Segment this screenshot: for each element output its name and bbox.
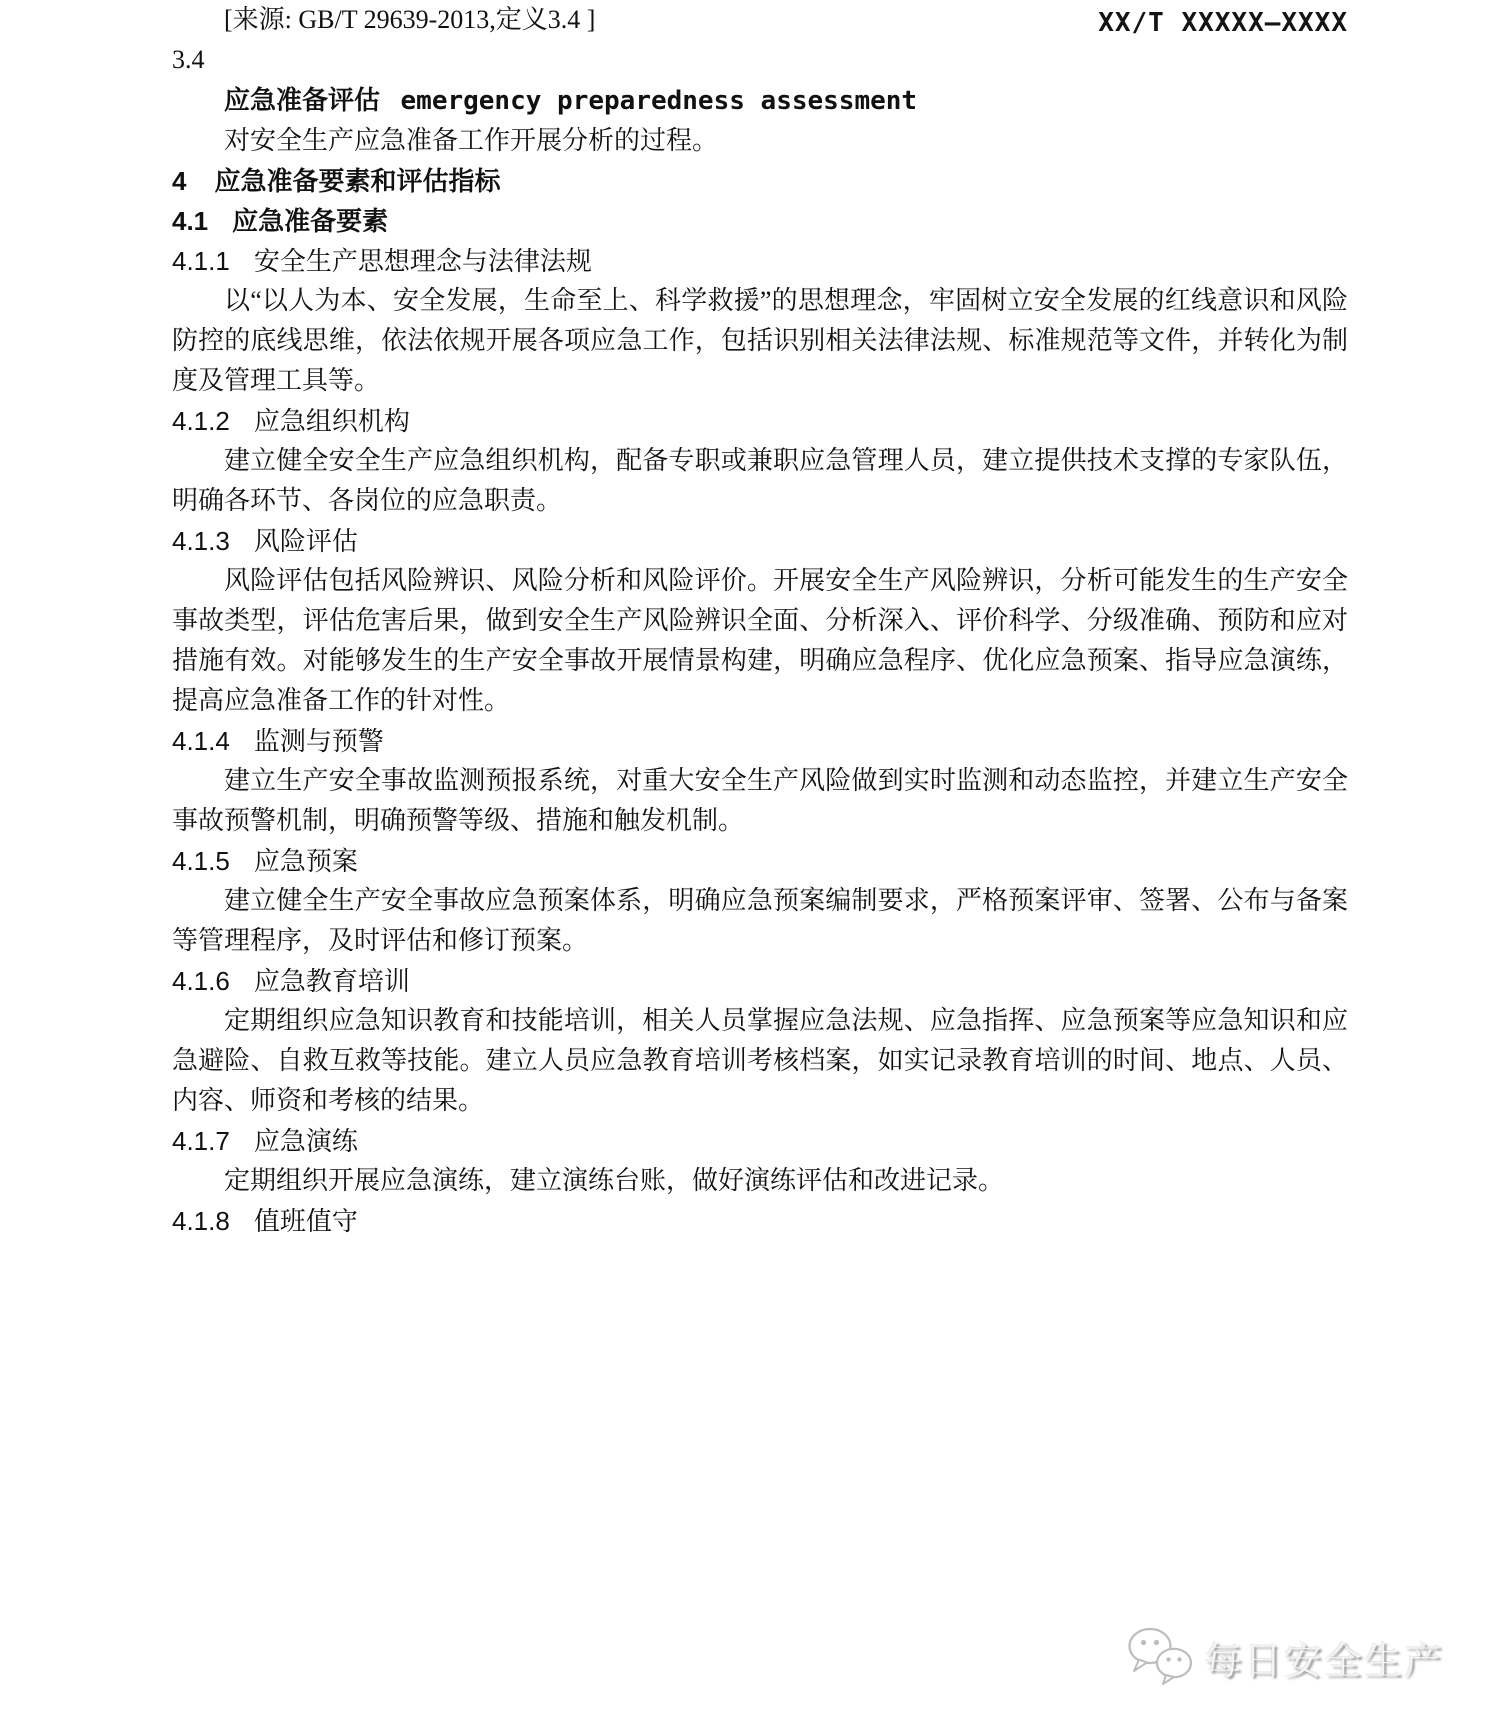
term-title (172, 80, 1348, 121)
subsection-paragraph: 建立健全安全生产应急组织机构，配备专职或兼职应急管理人员，建立提供技术支撑的专家队伍，明确各环节、各岗位的应急职责。 (172, 446, 1348, 515)
subsection-number: 4.1.7 (172, 1126, 230, 1156)
subsection-heading-4-1-4 (172, 721, 1348, 761)
subsection-heading-4-1-2 (172, 401, 1348, 441)
subsection-number: 4.1.5 (172, 846, 230, 876)
subsection-number: 4.1.3 (172, 526, 230, 556)
subsection-paragraph: 以“以人为本、安全发展，生命至上、科学救援”的思想理念，牢固树立安全发展的红线意识和风险防控的底线思维，依法依规开展各项应急工作，包括识别相关法律法规、标准规范等文件，并转化为制度及管理工具等。 (172, 286, 1348, 395)
subsection-title: 值班值守 (253, 1206, 358, 1236)
section-heading (172, 201, 1348, 241)
subsection-title: 安全生产思想理念与法律法规 (253, 246, 592, 276)
wechat-icon (1126, 1626, 1196, 1688)
subsection-title: 应急教育培训 (253, 966, 410, 996)
subsection-paragraph: 建立健全生产安全事故应急预案体系，明确应急预案编制要求，严格预案评审、签署、公布与备案等管理程序，及时评估和修订预案。 (172, 886, 1348, 955)
section-title: 应急准备要素 (232, 206, 389, 236)
subsection-heading-4-1-7 (172, 1121, 1348, 1161)
chapter-title: 应急准备要素和评估指标 (214, 166, 501, 196)
subsection-title: 应急演练 (253, 1126, 358, 1156)
chapter-heading (172, 161, 1348, 201)
section-number: 4.1 (172, 206, 209, 236)
subsection-number: 4.1.2 (172, 406, 230, 436)
subsection-title: 监测与预警 (253, 726, 384, 756)
subsection-heading-4-1-6 (172, 961, 1348, 1001)
term-title-zh: 应急准备评估 (224, 85, 381, 115)
subsection-title: 应急预案 (253, 846, 358, 876)
subsection-heading-4-1-1 (172, 241, 1348, 281)
chapter-number: 4 (172, 166, 187, 196)
subsection-number: 4.1.8 (172, 1206, 230, 1236)
term-source-note: [来源: GB/T 29639-2013,定义3.4 ] (224, 5, 596, 34)
subsection-number: 4.1.1 (172, 246, 230, 276)
subsection-title: 应急组织机构 (253, 406, 410, 436)
standard-code-header: XX/T XXXXX—XXXX (1098, 8, 1348, 38)
subsection-paragraph: 定期组织开展应急演练，建立演练台账，做好演练评估和改进记录。 (224, 1166, 1005, 1195)
term-number: 3.4 (172, 45, 205, 74)
subsection-heading-4-1-5 (172, 841, 1348, 881)
subsection-heading-4-1-8 (172, 1201, 1348, 1241)
subsection-paragraph: 建立生产安全事故监测预报系统，对重大安全生产风险做到实时监测和动态监控，并建立生产安全事故预警机制，明确预警等级、措施和触发机制。 (172, 766, 1348, 835)
subsection-heading-4-1-3 (172, 521, 1348, 561)
term-definition: 对安全生产应急准备工作开展分析的过程。 (224, 126, 719, 155)
watermark (1126, 1626, 1444, 1688)
subsection-number: 4.1.4 (172, 726, 230, 756)
subsection-title: 风险评估 (253, 526, 358, 556)
subsection-paragraph: 定期组织应急知识教育和技能培训，相关人员掌握应急法规、应急指挥、应急预案等应急知识和应急避险、自救互救等技能。建立人员应急教育培训考核档案，如实记录教育培训的时间、地点、人员、内容、师资和考核的结果。 (172, 1006, 1348, 1115)
watermark-text: 每日安全生产 (1203, 1640, 1444, 1683)
term-title-en: emergency preparedness assessment (400, 86, 918, 116)
subsection-number: 4.1.6 (172, 966, 230, 996)
subsection-paragraph: 风险评估包括风险辨识、风险分析和风险评价。开展安全生产风险辨识，分析可能发生的生产安全事故类型，评估危害后果，做到安全生产风险辨识全面、分析深入、评价科学、分级准确、预防和应对措施有效。对能够发生的生产安全事故开展情景构建，明确应急程序、优化应急预案、指导应急演练，提高应急准备工作的针对性。 (172, 566, 1348, 715)
